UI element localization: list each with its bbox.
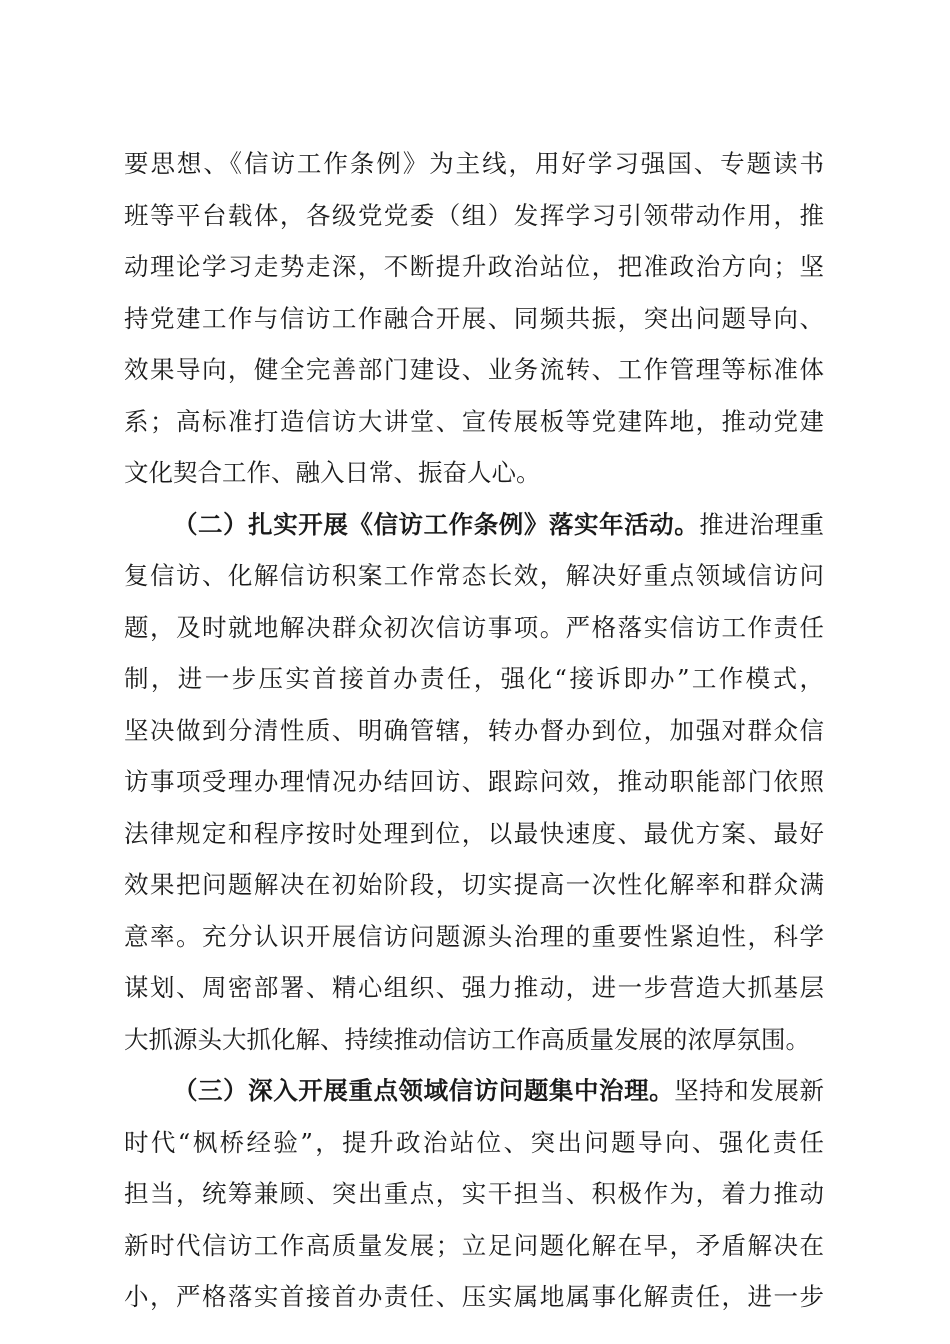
paragraph-3-line-3: 担当，统筹兼顾、突出重点，实干担当、积极作为，着力推动: [124, 1179, 824, 1208]
paragraph-2-first-line: [124, 499, 824, 551]
paragraph-2-line-7: 法律规定和程序按时处理到位，以最快速度、最优方案、最好: [124, 818, 824, 848]
paragraph-2-first-line-rest: 推进治理重: [699, 509, 825, 539]
section-heading-3: （三）深入开展重点领域信访问题集中治理。: [173, 1076, 675, 1105]
paragraph-3-first-line-rest: 坚持和发展新: [674, 1076, 825, 1105]
paragraph-3-line-5: 小，严格落实首接首办责任、压实属地属事化解责任，进一步: [124, 1282, 824, 1311]
paragraph-1-line-7: 文化契合工作、融入日常、振奋人心。: [124, 458, 541, 487]
paragraph-1-line-2: 班等平台载体，各级党党委（组）发挥学习引领带动作用，推: [124, 200, 824, 230]
paragraph-1-line-5: 效果导向，健全完善部门建设、业务流转、工作管理等标准体: [124, 355, 824, 384]
paragraph-2-line-3: 题，及时就地解决群众初次信访事项。严格落实信访工作责任: [124, 612, 824, 642]
paragraph-3-line-2: 时代“枫桥经验”，提升政治站位、突出问题导向、强化责任: [124, 1127, 824, 1157]
document-body: [124, 138, 824, 1323]
paragraph-2-line-5: 坚决做到分清性质、明确管辖，转办督办到位，加强对群众信: [124, 715, 824, 745]
paragraph-2-line-10: 谋划、周密部署、精心组织、强力推动，进一步营造大抓基层: [124, 973, 824, 1002]
paragraph-2-line-11: 大抓源头大抓化解、持续推动信访工作高质量发展的浓厚氛围。: [124, 1024, 810, 1054]
paragraph-1-line-1: 要思想、《信访工作条例》为主线，用好学习强国、专题读书: [124, 149, 824, 178]
paragraph-2-line-2: 复信访、化解信访积案工作常态长效，解决好重点领域信访问: [124, 561, 824, 590]
paragraph-2-line-9: 意率。充分认识开展信访问题源头治理的重要性紧迫性，科学: [124, 921, 824, 951]
paragraph-1-line-6: 系；高标准打造信访大讲堂、宣传展板等党建阵地，推动党建: [124, 406, 824, 436]
paragraph-2-line-8: 效果把问题解决在初始阶段，切实提高一次性化解率和群众满: [124, 870, 824, 899]
section-heading-2: （二）扎实开展《信访工作条例》落实年活动。: [173, 509, 700, 539]
paragraph-2-line-6: 访事项受理办理情况办结回访、跟踪问效，推动职能部门依照: [124, 767, 824, 796]
paragraph-3-first-line: [124, 1065, 824, 1117]
paragraph-1-line-4: 持党建工作与信访工作融合开展、同频共振，突出问题导向、: [124, 303, 824, 333]
paragraph-3-line-4: 新时代信访工作高质量发展；立足问题化解在早，矛盾解决在: [124, 1230, 824, 1260]
paragraph-1-line-3: 动理论学习走势走深，不断提升政治站位，把准政治方向；坚: [124, 252, 824, 281]
paragraph-2-line-4: 制，进一步压实首接首办责任，强化“接诉即办”工作模式，: [124, 664, 824, 693]
